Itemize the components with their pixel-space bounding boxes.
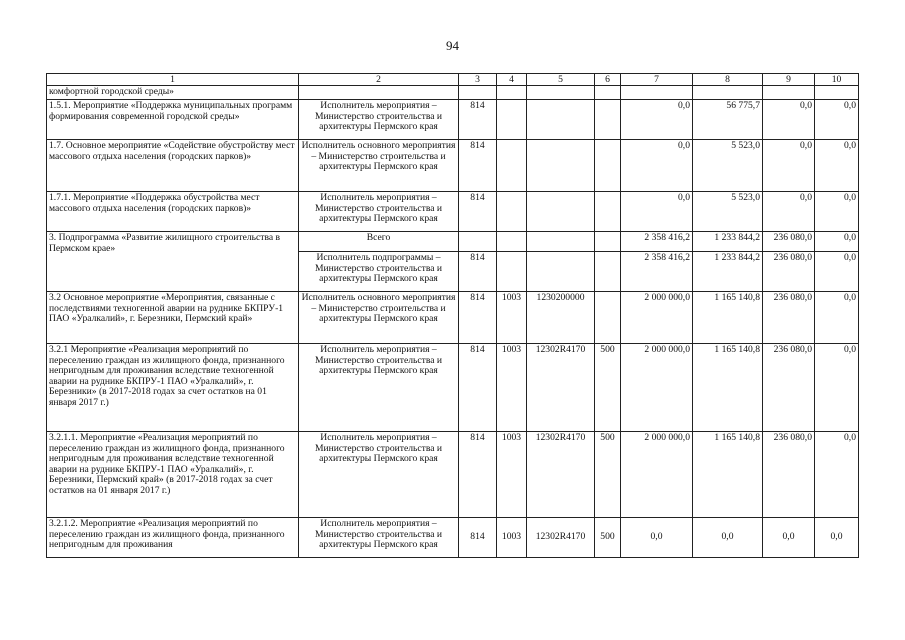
- row-title: 3.2.1.2. Мероприятие «Реализация мероприятий по переселению граждан из жилищного фонда, признанного непригодным для проживания: [47, 518, 299, 558]
- row-value-col10: 0,0: [815, 140, 859, 192]
- row-expense-type: 500: [595, 518, 621, 558]
- cell-empty: [497, 86, 527, 100]
- row-section-code: [497, 192, 527, 232]
- cell-empty: [763, 86, 815, 100]
- row-executor: Исполнитель мероприятия – Министерство строительства и архитектуры Пермского края: [299, 344, 459, 432]
- row-value-col9: 0,0: [763, 192, 815, 232]
- row-value-col8: 5 523,0: [693, 192, 763, 232]
- table-row: [47, 232, 859, 252]
- row-target-code: 1230200000: [527, 292, 595, 344]
- row-value-col9: 236 080,0: [763, 344, 815, 432]
- row-value-col9: 0,0: [763, 518, 815, 558]
- row-title: 1.5.1. Мероприятие «Поддержка муниципальных программ формирования современной городской среды»: [47, 100, 299, 140]
- row-executor: Исполнитель мероприятия – Министерство строительства и архитектуры Пермского края: [299, 432, 459, 518]
- row-value-col8: 0,0: [693, 518, 763, 558]
- row-value-col8: 1 165 140,8: [693, 432, 763, 518]
- row-ministry-code: 814: [459, 518, 497, 558]
- row-value-col8: 56 775,7: [693, 100, 763, 140]
- row-section-code: [497, 140, 527, 192]
- header-cell-1: 1: [47, 74, 299, 86]
- row-section-code: 1003: [497, 344, 527, 432]
- row-value-col9: 236 080,0: [763, 232, 815, 252]
- table-row: [47, 432, 859, 518]
- row-section-code: 1003: [497, 518, 527, 558]
- row-target-code: [527, 100, 595, 140]
- row-expense-type: [595, 140, 621, 192]
- row-executor: Всего: [299, 232, 459, 252]
- row-value-col7: 0,0: [621, 518, 693, 558]
- header-row: [47, 74, 859, 86]
- row-executor: Исполнитель подпрограммы – Министерство строительства и архитектуры Пермского края: [299, 252, 459, 292]
- row-value-col8: 1 165 140,8: [693, 292, 763, 344]
- budget-table: [46, 73, 859, 558]
- row-title: 3.2 Основное мероприятие «Мероприятия, связанные с последствиями техногенной аварии на руднике БКПРУ-1 ПАО «Уралкалий», г. Березники, Пермский край»: [47, 292, 299, 344]
- row-value-col7: 0,0: [621, 100, 693, 140]
- row-value-col10: 0,0: [815, 432, 859, 518]
- row-target-code: [527, 252, 595, 292]
- row-value-col10: 0,0: [815, 100, 859, 140]
- row-expense-type: 500: [595, 432, 621, 518]
- row-value-col8: 1 165 140,8: [693, 344, 763, 432]
- row-ministry-code: 814: [459, 252, 497, 292]
- table-row: [47, 192, 859, 232]
- header-cell-6: 6: [595, 74, 621, 86]
- header-cell-5: 5: [527, 74, 595, 86]
- row-target-code: 12302R4170: [527, 518, 595, 558]
- row-value-col7: 2 000 000,0: [621, 432, 693, 518]
- row-ministry-code: 814: [459, 292, 497, 344]
- row-title: 1.7. Основное мероприятие «Содействие обустройству мест массового отдыха населения (городских парков)»: [47, 140, 299, 192]
- table-row: [47, 140, 859, 192]
- header-cell-2: 2: [299, 74, 459, 86]
- row-expense-type: [595, 252, 621, 292]
- row-expense-type: [595, 192, 621, 232]
- row-value-col7: 2 000 000,0: [621, 344, 693, 432]
- row-title: 3. Подпрограмма «Развитие жилищного строительства в Пермском крае»: [47, 232, 299, 292]
- row-executor: Исполнитель мероприятия – Министерство строительства и архитектуры Пермского края: [299, 100, 459, 140]
- row-value-col9: 0,0: [763, 100, 815, 140]
- row-value-col7: 0,0: [621, 140, 693, 192]
- row-ministry-code: 814: [459, 192, 497, 232]
- row-value-col10: 0,0: [815, 344, 859, 432]
- header-cell-10: 10: [815, 74, 859, 86]
- row-value-col9: 236 080,0: [763, 292, 815, 344]
- row-value-col10: 0,0: [815, 518, 859, 558]
- row-ministry-code: 814: [459, 432, 497, 518]
- row-value-col10: 0,0: [815, 292, 859, 344]
- row-ministry-code: 814: [459, 344, 497, 432]
- row-target-code: [527, 140, 595, 192]
- row-expense-type: [595, 232, 621, 252]
- row-value-col7: 2 358 416,2: [621, 232, 693, 252]
- row-value-col10: 0,0: [815, 192, 859, 232]
- row-value-col7: 0,0: [621, 192, 693, 232]
- row-value-col8: 1 233 844,2: [693, 252, 763, 292]
- row-value-col7: 2 358 416,2: [621, 252, 693, 292]
- row-ministry-code: [459, 232, 497, 252]
- row-target-code: 12302R4170: [527, 344, 595, 432]
- row-title: 1.7.1. Мероприятие «Поддержка обустройства мест массового отдыха населения (городских парков)»: [47, 192, 299, 232]
- row-value-col7: 2 000 000,0: [621, 292, 693, 344]
- row-value-col8: 1 233 844,2: [693, 232, 763, 252]
- header-cell-7: 7: [621, 74, 693, 86]
- row-ministry-code: 814: [459, 140, 497, 192]
- header-cell-3: 3: [459, 74, 497, 86]
- row-value-col9: 0,0: [763, 140, 815, 192]
- row-target-code: [527, 232, 595, 252]
- row-value-col9: 236 080,0: [763, 432, 815, 518]
- row-target-code: 12302R4170: [527, 432, 595, 518]
- row-executor: Исполнитель основного мероприятия – Министерство строительства и архитектуры Пермского края: [299, 140, 459, 192]
- header-cell-9: 9: [763, 74, 815, 86]
- row-section-code: 1003: [497, 292, 527, 344]
- page-number: 94: [446, 38, 459, 53]
- row-expense-type: [595, 292, 621, 344]
- header-cell-4: 4: [497, 74, 527, 86]
- row-value-col10: 0,0: [815, 232, 859, 252]
- cell-empty: [459, 86, 497, 100]
- table-row: [47, 86, 859, 100]
- row-section-code: [497, 232, 527, 252]
- row-section-code: 1003: [497, 432, 527, 518]
- row-section-code: [497, 252, 527, 292]
- cell-empty: [693, 86, 763, 100]
- cell-empty: [595, 86, 621, 100]
- row-executor: Исполнитель мероприятия – Министерство строительства и архитектуры Пермского края: [299, 192, 459, 232]
- row-executor: Исполнитель мероприятия – Министерство строительства и архитектуры Пермского края: [299, 518, 459, 558]
- row-executor: Исполнитель основного мероприятия – Министерство строительства и архитектуры Пермского края: [299, 292, 459, 344]
- table-row: [47, 100, 859, 140]
- table-row: [47, 292, 859, 344]
- row-section-code: [497, 100, 527, 140]
- header-cell-8: 8: [693, 74, 763, 86]
- cell-empty: [621, 86, 693, 100]
- table-row: [47, 518, 859, 558]
- row-expense-type: [595, 100, 621, 140]
- row-value-col10: 0,0: [815, 252, 859, 292]
- row-value-col8: 5 523,0: [693, 140, 763, 192]
- row-value-col9: 236 080,0: [763, 252, 815, 292]
- cell-empty: [527, 86, 595, 100]
- table-row: [47, 344, 859, 432]
- row-expense-type: 500: [595, 344, 621, 432]
- cell-empty: [299, 86, 459, 100]
- cell-empty: [815, 86, 859, 100]
- row-title: 3.2.1.1. Мероприятие «Реализация мероприятий по переселению граждан из жилищного фонда, признанного непригодным для проживания вследствие техногенной аварии на руднике БКПРУ-1 ПАО «Уралкалий», г. Березники, Пермский край» (в 2017-2018 годах за счет остатков на 01 января 2017 г.): [47, 432, 299, 518]
- row-title: комфортной городской среды»: [47, 86, 299, 100]
- row-title: 3.2.1 Мероприятие «Реализация мероприятий по переселению граждан из жилищного фонда, признанного непригодным для проживания вследствие техногенной аварии на руднике БКПРУ-1 ПАО «Уралкалий», г. Березники» (в 2017-2018 годах за счет остатков на 01 января 2017 г.): [47, 344, 299, 432]
- row-target-code: [527, 192, 595, 232]
- row-ministry-code: 814: [459, 100, 497, 140]
